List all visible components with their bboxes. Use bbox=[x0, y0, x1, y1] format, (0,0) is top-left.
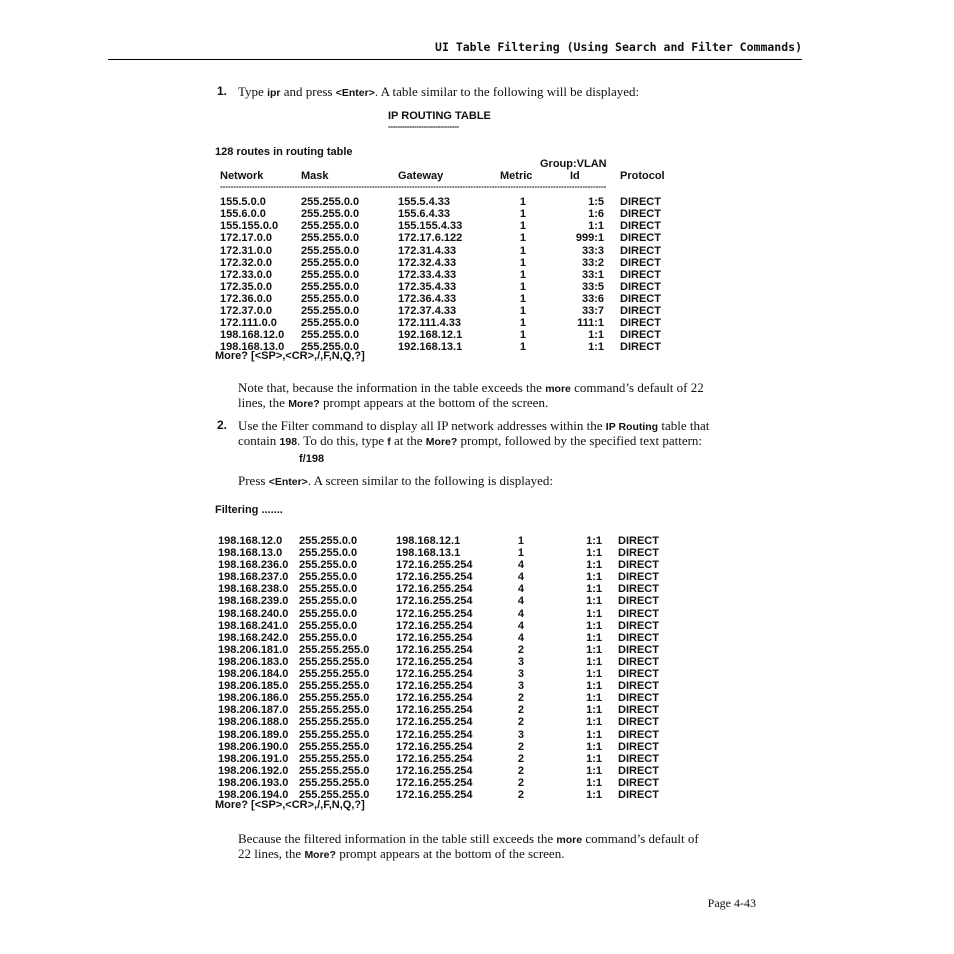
header-rule bbox=[108, 59, 802, 60]
cell-network: 198.206.184.0 bbox=[218, 668, 289, 681]
table-row bbox=[220, 305, 670, 317]
cell-protocol: DIRECT bbox=[618, 547, 659, 560]
table-row bbox=[220, 257, 670, 269]
filter-command: f/198 bbox=[299, 453, 325, 465]
cell-mask: 255.255.0.0 bbox=[301, 341, 360, 354]
cell-id: 1:1 bbox=[586, 740, 602, 753]
cell-mask: 255.255.0.0 bbox=[299, 571, 358, 584]
cell-protocol: DIRECT bbox=[618, 740, 659, 753]
cell-id: 1:1 bbox=[586, 776, 602, 789]
cell-protocol: DIRECT bbox=[618, 643, 659, 656]
cell-gateway: 172.32.4.33 bbox=[398, 256, 457, 269]
cell-mask: 255.255.0.0 bbox=[301, 268, 360, 281]
cell-metric: 2 bbox=[517, 643, 524, 656]
cell-network: 172.35.0.0 bbox=[220, 280, 272, 293]
cell-protocol: DIRECT bbox=[618, 776, 659, 789]
table-row bbox=[218, 704, 668, 716]
cell-protocol: DIRECT bbox=[618, 704, 659, 717]
table-row bbox=[218, 765, 668, 777]
cell-id: 1:1 bbox=[586, 692, 602, 705]
cell-id: 1:1 bbox=[586, 643, 602, 656]
cell-metric: 1 bbox=[519, 280, 526, 293]
cell-network: 198.168.240.0 bbox=[218, 607, 289, 620]
cell-id: 1:1 bbox=[586, 716, 602, 729]
cell-mask: 255.255.0.0 bbox=[299, 619, 358, 632]
cell-gateway: 192.168.12.1 bbox=[398, 329, 463, 342]
cell-mask: 255.255.0.0 bbox=[299, 595, 358, 608]
cell-metric: 1 bbox=[519, 292, 526, 305]
cell-mask: 255.255.0.0 bbox=[301, 305, 360, 318]
table-row bbox=[218, 741, 668, 753]
cell-protocol: DIRECT bbox=[618, 595, 659, 608]
cell-protocol: DIRECT bbox=[620, 280, 661, 293]
cell-metric: 2 bbox=[517, 692, 524, 705]
cell-mask: 255.255.255.0 bbox=[299, 776, 370, 789]
table-row bbox=[218, 559, 668, 571]
cell-network: 198.168.12.0 bbox=[218, 535, 283, 547]
cell-network: 198.168.238.0 bbox=[218, 583, 289, 596]
cell-gateway: 155.6.4.33 bbox=[398, 208, 450, 221]
cell-network: 172.36.0.0 bbox=[220, 292, 272, 305]
cell-mask: 255.255.0.0 bbox=[301, 244, 360, 257]
header-mask: Mask bbox=[301, 170, 329, 183]
cell-protocol: DIRECT bbox=[620, 317, 661, 330]
cell-gateway: 172.16.255.254 bbox=[396, 559, 473, 572]
table-row bbox=[220, 269, 670, 281]
cell-protocol: DIRECT bbox=[618, 692, 659, 705]
cell-metric: 3 bbox=[517, 680, 524, 693]
cell-network: 198.168.13.0 bbox=[218, 547, 283, 560]
cell-metric: 1 bbox=[517, 547, 524, 560]
cell-gateway: 172.36.4.33 bbox=[398, 292, 457, 305]
cell-gateway: 172.16.255.254 bbox=[396, 631, 473, 644]
cell-network: 198.168.239.0 bbox=[218, 595, 289, 608]
cell-protocol: DIRECT bbox=[618, 571, 659, 584]
cell-protocol: DIRECT bbox=[620, 244, 661, 257]
cell-protocol: DIRECT bbox=[620, 292, 661, 305]
cell-id: 1:1 bbox=[588, 329, 604, 342]
cell-gateway: 198.168.12.1 bbox=[396, 535, 461, 547]
table-row bbox=[218, 753, 668, 765]
cell-metric: 1 bbox=[519, 268, 526, 281]
cell-id: 1:1 bbox=[586, 631, 602, 644]
cell-gateway: 172.16.255.254 bbox=[396, 752, 473, 765]
cell-metric: 1 bbox=[519, 305, 526, 318]
cell-mask: 255.255.0.0 bbox=[299, 583, 358, 596]
cell-mask: 255.255.255.0 bbox=[299, 680, 370, 693]
cell-mask: 255.255.255.0 bbox=[299, 740, 370, 753]
cell-metric: 2 bbox=[517, 716, 524, 729]
cell-metric: 1 bbox=[519, 220, 526, 233]
cell-protocol: DIRECT bbox=[618, 655, 659, 668]
cell-protocol: DIRECT bbox=[618, 619, 659, 632]
cell-id: 1:1 bbox=[586, 583, 602, 596]
cell-gateway: 172.16.255.254 bbox=[396, 740, 473, 753]
cell-id: 1:1 bbox=[586, 788, 602, 801]
step-2-number: 2. bbox=[217, 418, 228, 432]
cell-mask: 255.255.0.0 bbox=[301, 280, 360, 293]
cell-id: 1:1 bbox=[586, 619, 602, 632]
cell-network: 198.168.242.0 bbox=[218, 631, 289, 644]
cell-gateway: 172.16.255.254 bbox=[396, 607, 473, 620]
table-row bbox=[220, 293, 670, 305]
cell-network: 172.17.0.0 bbox=[220, 232, 272, 245]
table-row bbox=[220, 317, 670, 329]
cell-mask: 255.255.255.0 bbox=[299, 788, 370, 801]
cell-id: 1:1 bbox=[586, 607, 602, 620]
header-metric: Metric bbox=[500, 170, 533, 183]
cell-network: 198.168.12.0 bbox=[220, 329, 285, 342]
cell-metric: 4 bbox=[517, 631, 524, 644]
page-number: Page 4-43 bbox=[707, 896, 756, 910]
cell-mask: 255.255.255.0 bbox=[299, 668, 370, 681]
cell-id: 1:5 bbox=[588, 196, 604, 209]
cell-gateway: 192.168.13.1 bbox=[398, 341, 463, 354]
cell-metric: 4 bbox=[517, 619, 524, 632]
cell-network: 198.206.186.0 bbox=[218, 692, 289, 705]
cell-metric: 3 bbox=[517, 668, 524, 681]
cell-gateway: 172.16.255.254 bbox=[396, 583, 473, 596]
cell-protocol: DIRECT bbox=[620, 305, 661, 318]
cell-gateway: 172.16.255.254 bbox=[396, 776, 473, 789]
cell-protocol: DIRECT bbox=[618, 752, 659, 765]
header-id: Id bbox=[570, 170, 580, 183]
cell-network: 198.168.241.0 bbox=[218, 619, 289, 632]
cell-mask: 255.255.0.0 bbox=[299, 631, 358, 644]
cell-gateway: 198.168.13.1 bbox=[396, 547, 461, 560]
cell-metric: 2 bbox=[517, 752, 524, 765]
cell-network: 198.206.185.0 bbox=[218, 680, 289, 693]
cell-protocol: DIRECT bbox=[620, 196, 661, 209]
cell-network: 198.206.188.0 bbox=[218, 716, 289, 729]
step-1-number: 1. bbox=[217, 84, 228, 98]
table-row bbox=[220, 208, 670, 220]
cell-id: 1:1 bbox=[586, 595, 602, 608]
cell-mask: 255.255.0.0 bbox=[301, 232, 360, 245]
cell-metric: 1 bbox=[517, 535, 524, 547]
cell-metric: 3 bbox=[517, 655, 524, 668]
table-2-rows bbox=[218, 535, 668, 801]
cell-mask: 255.255.0.0 bbox=[299, 535, 358, 547]
cell-metric: 1 bbox=[519, 196, 526, 209]
cell-network: 172.33.0.0 bbox=[220, 268, 272, 281]
table-title: IP ROUTING TABLE bbox=[388, 110, 491, 122]
cell-id: 1:1 bbox=[588, 220, 604, 233]
cell-gateway: 172.33.4.33 bbox=[398, 268, 457, 281]
group-vlan-header: Group:VLAN bbox=[540, 158, 607, 170]
filtering-label: Filtering ....... bbox=[215, 504, 283, 516]
cell-protocol: DIRECT bbox=[620, 341, 661, 354]
table-row bbox=[218, 620, 668, 632]
cell-gateway: 172.16.255.254 bbox=[396, 668, 473, 681]
table-row bbox=[218, 644, 668, 656]
cell-metric: 1 bbox=[519, 244, 526, 257]
cell-network: 198.206.192.0 bbox=[218, 764, 289, 777]
cell-id: 33:7 bbox=[581, 305, 604, 318]
table-row bbox=[218, 668, 668, 680]
cell-gateway: 172.17.6.122 bbox=[398, 232, 463, 245]
cell-id: 33:5 bbox=[581, 280, 604, 293]
cell-metric: 1 bbox=[519, 232, 526, 245]
cell-mask: 255.255.0.0 bbox=[299, 547, 358, 560]
cell-mask: 255.255.255.0 bbox=[299, 764, 370, 777]
table-row bbox=[218, 777, 668, 789]
cell-metric: 1 bbox=[519, 341, 526, 354]
cell-metric: 1 bbox=[519, 329, 526, 342]
cell-mask: 255.255.255.0 bbox=[299, 643, 370, 656]
cell-id: 1:1 bbox=[586, 571, 602, 584]
cell-gateway: 172.16.255.254 bbox=[396, 704, 473, 717]
table-separator: ------------------------------------------------------------------------------------------------------------------------------------------------- bbox=[220, 182, 607, 192]
cell-protocol: DIRECT bbox=[618, 680, 659, 693]
cell-protocol: DIRECT bbox=[620, 256, 661, 269]
table-1-rows bbox=[220, 196, 670, 353]
cell-metric: 4 bbox=[517, 607, 524, 620]
cell-gateway: 172.16.255.254 bbox=[396, 619, 473, 632]
cell-id: 1:1 bbox=[586, 655, 602, 668]
cell-id: 33:6 bbox=[581, 292, 604, 305]
cell-protocol: DIRECT bbox=[620, 208, 661, 221]
more-prompt-1: More? [<SP>,<CR>,/,F,N,Q,?] bbox=[215, 350, 365, 362]
cell-id: 1:1 bbox=[586, 559, 602, 572]
cell-mask: 255.255.0.0 bbox=[301, 256, 360, 269]
table-row bbox=[218, 632, 668, 644]
cell-network: 198.206.189.0 bbox=[218, 728, 289, 741]
cell-network: 155.155.0.0 bbox=[220, 220, 279, 233]
header-protocol: Protocol bbox=[620, 170, 665, 183]
cell-gateway: 172.16.255.254 bbox=[396, 571, 473, 584]
table-row bbox=[218, 692, 668, 704]
cell-network: 198.168.237.0 bbox=[218, 571, 289, 584]
cell-id: 1:6 bbox=[588, 208, 604, 221]
note-1: Note that, because the information in the table exceeds the more command’s default of 22 lines, the More? prompt appears at the bottom of the screen. bbox=[238, 380, 704, 410]
cell-gateway: 172.16.255.254 bbox=[396, 643, 473, 656]
cell-network: 198.206.181.0 bbox=[218, 643, 289, 656]
group-header-row bbox=[220, 158, 670, 170]
table-row bbox=[220, 329, 670, 341]
route-count: 128 routes in routing table bbox=[215, 146, 353, 158]
cell-protocol: DIRECT bbox=[618, 764, 659, 777]
cell-gateway: 172.31.4.33 bbox=[398, 244, 457, 257]
cell-metric: 4 bbox=[517, 559, 524, 572]
cell-network: 198.168.13.0 bbox=[220, 341, 285, 354]
header-gateway: Gateway bbox=[398, 170, 444, 183]
more-prompt-2: More? [<SP>,<CR>,/,F,N,Q,?] bbox=[215, 799, 365, 811]
cell-protocol: DIRECT bbox=[618, 788, 659, 801]
table-row bbox=[220, 245, 670, 257]
table-row bbox=[218, 656, 668, 668]
cell-network: 155.6.0.0 bbox=[220, 208, 266, 221]
cell-id: 33:1 bbox=[581, 268, 604, 281]
cell-protocol: DIRECT bbox=[618, 631, 659, 644]
cell-protocol: DIRECT bbox=[618, 559, 659, 572]
filtered-table bbox=[218, 535, 668, 801]
cell-gateway: 172.111.4.33 bbox=[398, 317, 462, 330]
table-row bbox=[218, 595, 668, 607]
cell-id: 1:1 bbox=[586, 535, 602, 547]
cell-gateway: 155.5.4.33 bbox=[398, 196, 450, 209]
cell-metric: 2 bbox=[517, 776, 524, 789]
cell-metric: 4 bbox=[517, 595, 524, 608]
cell-gateway: 172.16.255.254 bbox=[396, 728, 473, 741]
column-header-row bbox=[220, 170, 670, 182]
table-row bbox=[218, 571, 668, 583]
cell-protocol: DIRECT bbox=[618, 607, 659, 620]
note-2: Because the filtered information in the table still exceeds the more command’s default of 22 lines, the More? prompt appears at the bottom of the screen. bbox=[238, 831, 699, 861]
table-row bbox=[218, 680, 668, 692]
cell-gateway: 172.16.255.254 bbox=[396, 655, 473, 668]
cell-gateway: 172.16.255.254 bbox=[396, 716, 473, 729]
cell-metric: 2 bbox=[517, 740, 524, 753]
cell-network: 172.111.0.0 bbox=[220, 317, 277, 330]
table-row bbox=[218, 535, 668, 547]
cell-protocol: DIRECT bbox=[620, 232, 661, 245]
cell-protocol: DIRECT bbox=[620, 220, 661, 233]
cell-id: 1:1 bbox=[588, 341, 604, 354]
cell-protocol: DIRECT bbox=[618, 583, 659, 596]
cell-mask: 255.255.255.0 bbox=[299, 752, 370, 765]
table-row bbox=[218, 583, 668, 595]
cell-id: 1:1 bbox=[586, 728, 602, 741]
cell-mask: 255.255.0.0 bbox=[301, 208, 360, 221]
cell-mask: 255.255.255.0 bbox=[299, 728, 370, 741]
step-2-text: Use the Filter command to display all IP network addresses within the IP Routing table that contain 198. To do this, type f at the More? prompt, followed by the specified text pattern: bbox=[238, 418, 710, 448]
cell-mask: 255.255.0.0 bbox=[301, 220, 360, 233]
cell-metric: 1 bbox=[519, 208, 526, 221]
cell-id: 1:1 bbox=[586, 764, 602, 777]
cell-gateway: 172.16.255.254 bbox=[396, 692, 473, 705]
cell-mask: 255.255.0.0 bbox=[301, 329, 360, 342]
cell-id: 999:1 bbox=[575, 232, 604, 245]
cell-id: 1:1 bbox=[586, 668, 602, 681]
routing-table bbox=[220, 158, 670, 353]
running-header: UI Table Filtering (Using Search and Filter Commands) bbox=[435, 40, 802, 54]
cell-mask: 255.255.0.0 bbox=[301, 196, 360, 209]
cell-gateway: 172.16.255.254 bbox=[396, 595, 473, 608]
cell-gateway: 172.16.255.254 bbox=[396, 680, 473, 693]
cell-network: 198.206.190.0 bbox=[218, 740, 289, 753]
cell-protocol: DIRECT bbox=[620, 329, 661, 342]
cell-id: 33:2 bbox=[581, 256, 604, 269]
cell-mask: 255.255.255.0 bbox=[299, 655, 370, 668]
cell-mask: 255.255.0.0 bbox=[301, 317, 360, 330]
cell-network: 198.206.194.0 bbox=[218, 788, 289, 801]
cell-protocol: DIRECT bbox=[618, 728, 659, 741]
cell-id: 111:1 bbox=[577, 317, 604, 330]
cell-protocol: DIRECT bbox=[618, 668, 659, 681]
cell-network: 172.31.0.0 bbox=[220, 244, 272, 257]
cell-gateway: 172.35.4.33 bbox=[398, 280, 457, 293]
press-enter-text: Press <Enter>. A screen similar to the following is displayed: bbox=[238, 473, 553, 488]
cell-protocol: DIRECT bbox=[620, 268, 661, 281]
cell-network: 198.206.193.0 bbox=[218, 776, 289, 789]
cell-network: 198.206.191.0 bbox=[218, 752, 289, 765]
cell-gateway: 172.16.255.254 bbox=[396, 764, 473, 777]
cell-network: 198.206.187.0 bbox=[218, 704, 289, 717]
cell-id: 1:1 bbox=[586, 704, 602, 717]
cell-network: 172.32.0.0 bbox=[220, 256, 272, 269]
table-row bbox=[220, 281, 670, 293]
cell-metric: 4 bbox=[517, 571, 524, 584]
table-row bbox=[218, 547, 668, 559]
cell-mask: 255.255.0.0 bbox=[299, 559, 358, 572]
cell-metric: 4 bbox=[517, 583, 524, 596]
cell-metric: 1 bbox=[519, 256, 526, 269]
cell-id: 1:1 bbox=[586, 680, 602, 693]
table-title-underline: ------------------------------ bbox=[388, 122, 459, 131]
cell-protocol: DIRECT bbox=[618, 716, 659, 729]
cell-protocol: DIRECT bbox=[618, 535, 659, 547]
table-row bbox=[220, 220, 670, 232]
table-row bbox=[218, 729, 668, 741]
table-row bbox=[218, 716, 668, 728]
table-row bbox=[220, 196, 670, 208]
cell-gateway: 172.37.4.33 bbox=[398, 305, 457, 318]
cell-network: 172.37.0.0 bbox=[220, 305, 272, 318]
cell-id: 1:1 bbox=[586, 752, 602, 765]
table-row bbox=[218, 608, 668, 620]
cell-mask: 255.255.255.0 bbox=[299, 704, 370, 717]
cell-metric: 3 bbox=[517, 728, 524, 741]
cell-id: 33:3 bbox=[581, 244, 604, 257]
cell-mask: 255.255.0.0 bbox=[301, 292, 360, 305]
cell-id: 1:1 bbox=[586, 547, 602, 560]
cell-network: 155.5.0.0 bbox=[220, 196, 266, 209]
cell-mask: 255.255.255.0 bbox=[299, 716, 370, 729]
cell-network: 198.168.236.0 bbox=[218, 559, 289, 572]
cell-gateway: 155.155.4.33 bbox=[398, 220, 463, 233]
cell-metric: 2 bbox=[517, 764, 524, 777]
cell-gateway: 172.16.255.254 bbox=[396, 788, 473, 801]
header-network: Network bbox=[220, 170, 264, 183]
cell-metric: 2 bbox=[517, 704, 524, 717]
step-1-text: Type ipr and press <Enter>. A table similar to the following will be displayed: bbox=[238, 84, 640, 99]
table-row bbox=[220, 232, 670, 244]
cell-metric: 1 bbox=[519, 317, 526, 330]
cell-network: 198.206.183.0 bbox=[218, 655, 289, 668]
cell-mask: 255.255.0.0 bbox=[299, 607, 358, 620]
cell-metric: 2 bbox=[517, 788, 524, 801]
cell-mask: 255.255.255.0 bbox=[299, 692, 370, 705]
